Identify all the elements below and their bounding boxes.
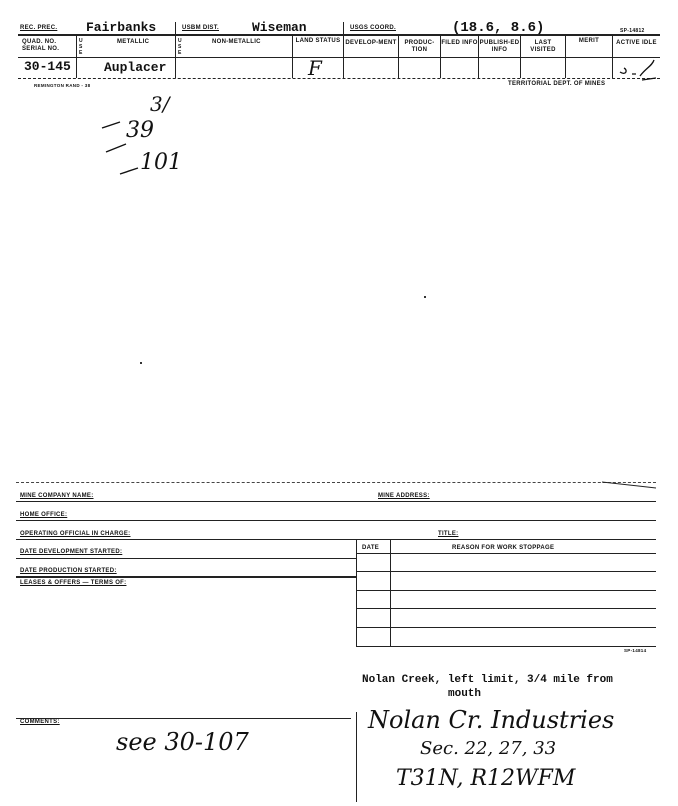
printer-mark: REMINGTON RAND - 38 xyxy=(34,83,91,88)
published-info-header: PUBLISH-ED INFO xyxy=(479,40,520,53)
comments-handwritten: see 30-107 xyxy=(116,728,249,756)
usbm-dist-value: Wiseman xyxy=(252,20,307,35)
rec-prec-label: REC. PREC. xyxy=(20,25,58,31)
merit-header: MERIT xyxy=(578,38,600,44)
usbm-dist-label: USBM DIST. xyxy=(182,25,220,31)
note-line-2: 39 xyxy=(126,118,154,143)
signature: Nolan Cr. Industries xyxy=(368,706,615,734)
comments-label: COMMENTS: xyxy=(20,719,60,725)
prod-started-label: DATE PRODUCTION STARTED: xyxy=(20,568,117,574)
leases-label: LEASES & OFFERS — TERMS OF: xyxy=(20,580,127,586)
filed-info-header: FILED INFO xyxy=(441,40,478,46)
note-line-1: 3/ xyxy=(150,92,170,116)
metallic-value: Auplacer xyxy=(104,60,167,75)
use-header-1: U S E xyxy=(79,38,83,56)
section-divider xyxy=(356,712,357,802)
quad-serial-value: 30-145 xyxy=(24,59,71,74)
home-office-label: HOME OFFICE: xyxy=(20,512,68,518)
metallic-header: METALLIC xyxy=(117,39,150,45)
nonmetallic-header: NON-METALLIC xyxy=(212,39,261,45)
dev-started-label: DATE DEVELOPMENT STARTED: xyxy=(20,549,123,555)
development-header: DEVELOP-MENT xyxy=(345,40,397,46)
production-header: PRODUC-TION xyxy=(404,40,435,53)
rec-prec-value: Fairbanks xyxy=(86,20,157,35)
section-note: Sec. 22, 27, 33 xyxy=(420,738,557,759)
township-note: T31N, R12WFM xyxy=(396,766,576,791)
note-line-3: 101 xyxy=(140,150,182,175)
speck xyxy=(424,296,426,298)
active-idle-header: ACTIVE IDLE xyxy=(616,40,657,46)
land-status-value: F xyxy=(308,56,322,80)
active-idle-scribble xyxy=(614,58,658,88)
form-number-top: SP-14812 xyxy=(620,28,645,34)
land-status-header: LAND STATUS xyxy=(295,38,341,44)
location-line-2: mouth xyxy=(448,688,482,700)
speck xyxy=(140,362,142,364)
company-name-label: MINE COMPANY NAME: xyxy=(20,493,94,499)
usgs-coord-label: USGS COORD. xyxy=(350,25,396,31)
form-number-bottom: SP-14814 xyxy=(624,648,647,653)
usgs-coord-value: (18.6, 8.6) xyxy=(452,20,545,36)
reason-col-header: REASON FOR WORK STOPPAGE xyxy=(452,545,555,551)
use-header-2: U S E xyxy=(178,38,182,56)
corner-line xyxy=(600,480,660,492)
location-line-1: Nolan Creek, left limit, 3/4 mile from xyxy=(362,674,613,686)
last-visited-header: LAST VISITED xyxy=(530,40,556,53)
quad-serial-header: QUAD. NO. SERIAL NO. xyxy=(22,39,60,52)
title-label: TITLE: xyxy=(438,531,459,537)
operating-official-label: OPERATING OFFICIAL IN CHARGE: xyxy=(20,531,131,537)
mine-address-label: MINE ADDRESS: xyxy=(378,493,430,499)
date-col-header: DATE xyxy=(362,545,380,551)
note-dash-1 xyxy=(100,110,120,140)
department-label: TERRITORIAL DEPT. OF MINES xyxy=(508,81,606,87)
note-dash-2 xyxy=(104,138,124,158)
note-dash-3 xyxy=(118,162,138,182)
